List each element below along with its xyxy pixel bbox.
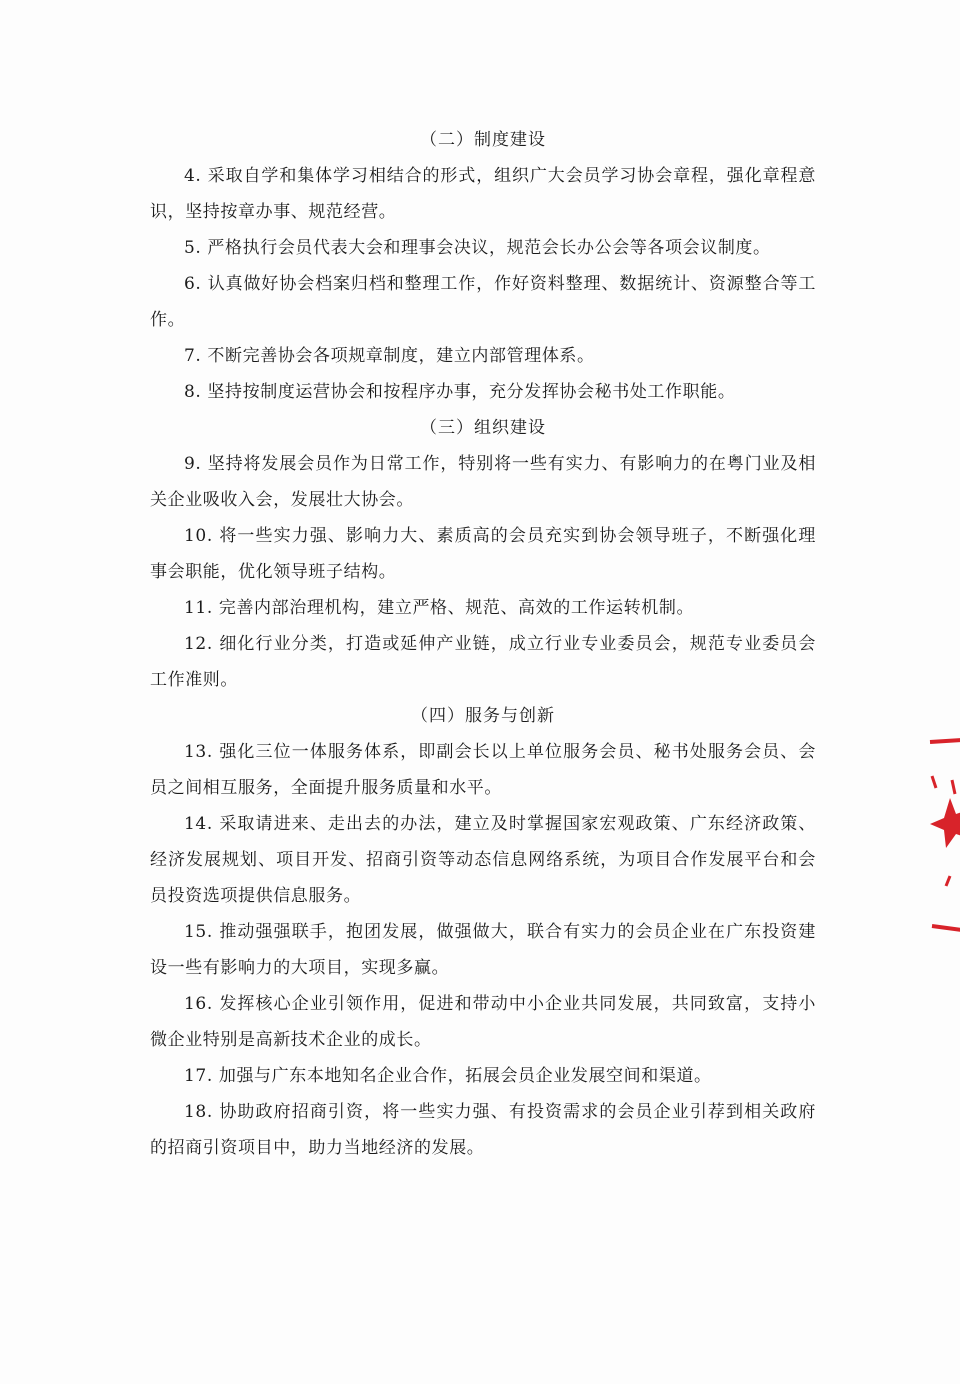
paragraph-item-16: 16. 发挥核心企业引领作用，促进和带动中小企业共同发展，共同致富，支持小微企业特别是高新技术企业的成长。 xyxy=(150,994,816,1050)
document-body xyxy=(150,122,816,1166)
paragraph-item-13: 13. 强化三位一体服务体系，即副会长以上单位服务会员、秘书处服务会员、会员之间相互服务，全面提升服务质量和水平。 xyxy=(150,742,816,798)
paragraph-item-5: 5. 严格执行会员代表大会和理事会决议，规范会长办公会等各项会议制度。 xyxy=(184,238,771,258)
paragraph-item-4: 4. 采取自学和集体学习相结合的形式，组织广大会员学习协会章程，强化章程意识，坚持按章办事、规范经营。 xyxy=(150,166,816,222)
paragraph-item-14: 14. 采取请进来、走出去的办法，建立及时掌握国家宏观政策、广东经济政策、经济发展规划、项目开发、招商引资等动态信息网络系统，为项目合作发展平台和会员投资选项提供信息服务。 xyxy=(150,814,816,906)
paragraph-item-17: 17. 加强与广东本地知名企业合作，拓展会员企业发展空间和渠道。 xyxy=(184,1066,712,1086)
paragraph-item-11: 11. 完善内部治理机构，建立严格、规范、高效的工作运转机制。 xyxy=(184,598,695,618)
paragraph-item-12: 12. 细化行业分类，打造或延伸产业链，成立行业专业委员会，规范专业委员会工作准则。 xyxy=(150,634,816,690)
paragraph-item-9: 9. 坚持将发展会员作为日常工作，特别将一些有实力、有影响力的在粤门业及相关企业吸收入会，发展壮大协会。 xyxy=(150,454,816,510)
section-heading-system: （二）制度建设 xyxy=(420,130,546,150)
paragraph-item-7: 7. 不断完善协会各项规章制度，建立内部管理体系。 xyxy=(184,346,595,366)
section-heading-organization: （三）组织建设 xyxy=(420,418,546,438)
paragraph-item-10: 10. 将一些实力强、影响力大、素质高的会员充实到协会领导班子，不断强化理事会职能，优化领导班子结构。 xyxy=(150,526,816,582)
seal-stamp-fragment-icon xyxy=(922,736,960,936)
paragraph-item-8: 8. 坚持按制度运营协会和按程序办事，充分发挥协会秘书处工作职能。 xyxy=(184,382,736,402)
section-heading-service: （四）服务与创新 xyxy=(411,706,555,726)
paragraph-item-6: 6. 认真做好协会档案归档和整理工作，作好资料整理、数据统计、资源整合等工作。 xyxy=(150,274,816,330)
paragraph-item-18: 18. 协助政府招商引资，将一些实力强、有投资需求的会员企业引荐到相关政府的招商引资项目中，助力当地经济的发展。 xyxy=(150,1102,816,1158)
paragraph-item-15: 15. 推动强强联手，抱团发展，做强做大，联合有实力的会员企业在广东投资建设一些有影响力的大项目，实现多赢。 xyxy=(150,922,816,978)
